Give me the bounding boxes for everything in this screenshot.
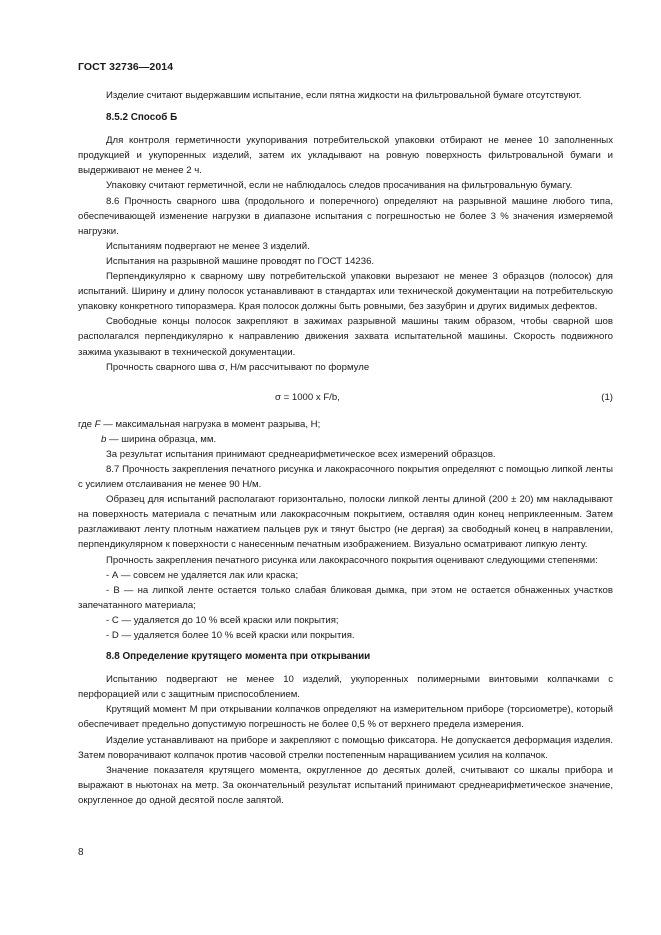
paragraph: За результат испытания принимают среднеарифметическое всех измерений образцов. [106, 448, 496, 460]
paragraph: Изделие считают выдержавшим испытание, если пятна жидкости на фильтровальной бумаге отсутствуют. [106, 90, 582, 101]
paragraph: Испытанию подвергают не менее 10 изделий, укупоренных полимерными винтовыми колпачками с перфорацией или с защитным приспособлением. [78, 674, 613, 701]
standard-header: ГОСТ 32736—2014 [78, 61, 174, 73]
list-item: - А — совсем не удаляется лак или краска; [106, 569, 299, 581]
paragraph-8-7: 8.7 Прочность закрепления печатного рисунка и лакокрасочного покрытия определяют с помощью липкой ленты с усилием отслаивания не менее 90 Н/м. [78, 463, 613, 491]
list-item: - В — на липкой ленте остается только слабая бликовая дымка, при этом не остается обнаженных участков запечатанного материала; [78, 584, 613, 611]
definition-f [78, 417, 613, 432]
paragraph: Для контроля герметичности укупоривания потребительской упаковки отбирают не менее 10 заполненных продукцией и укупоренных изделий, затем их укладывают на ровную поверхность фильтровальной бумаги и выдерживают не менее 2 ч. [78, 135, 613, 177]
formula [78, 390, 613, 405]
paragraph: Перпендикулярно к сварному шву потребительской упаковки вырезают не менее 3 образцов (полосок) для испытаний. Ширину и длину полосок устанавливают в стандартах или технической документации на потребительскую упаковку конкретного типоразмера. Края полосок должны быть ровными, без зазубрин и других видимых дефектов. [78, 271, 613, 313]
formula-expression: σ = 1000 x F/b, [275, 391, 340, 403]
paragraph: Свободные концы полосок закрепляют в зажимах разрывной машины таким образом, чтобы сварной шов располагался перпендикулярно к направлению движения захвата испытательной машины. Скорость подвижного зажима указывают в технической документации. [78, 316, 613, 358]
paragraph: Крутящий момент М при открывании колпачков определяют на измерительном приборе (торсиометре), который обеспечивает предельно допустимую погрешность не более 0,5 % от верхнего предела измерения. [78, 704, 613, 731]
paragraph: Испытаниям подвергают не менее 3 изделий. [106, 240, 310, 252]
list-item: - С — удаляется до 10 % всей краски или покрытия; [106, 614, 339, 626]
section-heading-8-8: 8.8 Определение крутящего момента при открывании [106, 651, 371, 663]
paragraph: Прочность закрепления печатного рисунка или лакокрасочного покрытия оценивают следующими степенями: [106, 554, 598, 566]
paragraph-8-6: 8.6 Прочность сварного шва (продольного и поперечного) определяют на разрывной машине любого типа, обеспечивающей изменение нагрузки в диапазоне испытания с погрешностью не более 3 % значения измеряемой нагрузки. [78, 195, 613, 237]
where-label: где [78, 418, 95, 430]
paragraph: Образец для испытаний располагают горизонтально, полоски липкой ленты длиной (200 ± 20) мм накладывают на поверхность материала с печатным или лакокрасочным покрытием, оставляя один конец неприклеенным. Затем разглаживают ленту плотным нажатием пальцев рук и тянут быстро (не дергая) за свободный конец в направлении, перпендикулярном к поверхности с нанесенным печатным изображением. Визуально осматривают липкую ленту. [78, 494, 613, 551]
definition-b [78, 432, 613, 447]
page-content [78, 88, 613, 808]
variable-b: b [101, 433, 107, 445]
paragraph: Изделие устанавливают на приборе и закрепляют с помощью фиксатора. Не допускается деформация изделия. Затем поворачивают колпачок против часовой стрелки постепенным наращиванием усилия на колпачок. [78, 734, 613, 761]
formula-number: (1) [601, 391, 613, 403]
list-item: - D — удаляется более 10 % всей краски или покрытия. [106, 630, 355, 641]
definition-f-text: — максимальная нагрузка в момент разрыва, Н; [100, 418, 321, 430]
page-number: 8 [78, 847, 84, 858]
paragraph: Прочность сварного шва σ, Н/м рассчитывают по формуле [106, 361, 370, 373]
paragraph: Упаковку считают герметичной, если не наблюдалось следов просачивания на фильтровальную бумагу. [106, 180, 573, 192]
variable-f: F [94, 418, 101, 430]
section-heading-8-5-2: 8.5.2 Способ Б [106, 112, 178, 124]
paragraph: Испытания на разрывной машине проводят по ГОСТ 14236. [106, 255, 375, 267]
paragraph: Значение показателя крутящего момента, округленное до десятых долей, считывают со шкалы прибора и выражают в ньютонах на метр. За окончательный результат испытаний принимают среднеарифметическое значение, округленное до одной десятой после запятой. [78, 764, 613, 806]
definition-b-text: — ширина образца, мм. [106, 433, 217, 445]
